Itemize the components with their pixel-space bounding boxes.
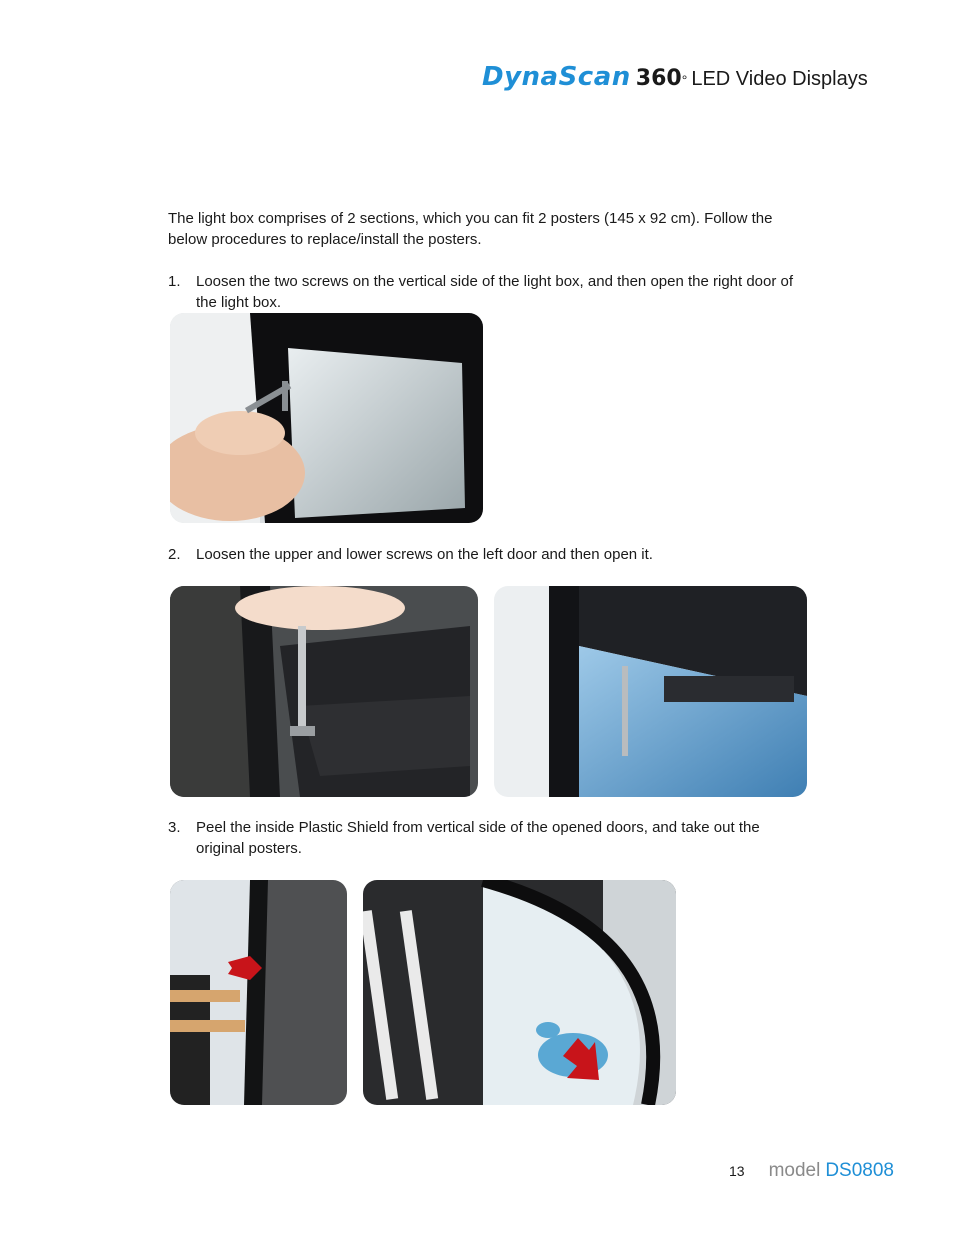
brand-logo xyxy=(482,62,868,92)
step-3 xyxy=(168,817,838,859)
page-number: 13 xyxy=(729,1163,745,1179)
photo-peel-shield-door xyxy=(170,880,347,1105)
page-footer xyxy=(729,1160,894,1182)
intro-line-1: The light box comprises of 2 sections, which you can fit 2 posters (145 x 92 cm). Follow the xyxy=(168,210,773,227)
intro-line-2: below procedures to replace/install the posters. xyxy=(168,231,482,248)
model-label: model xyxy=(768,1160,821,1181)
step-1-line-2: the light box. xyxy=(196,294,282,311)
photo-left-door-upper-screw xyxy=(170,586,478,797)
brand-number: 360 xyxy=(635,66,682,91)
photo-remove-poster xyxy=(363,880,676,1105)
step-1-line-1: Loosen the two screws on the vertical side of the light box, and then open the right door of xyxy=(196,273,794,290)
brand-name: DynaScan xyxy=(482,62,631,92)
step-3-number: 3. xyxy=(168,819,181,836)
step-2-number: 2. xyxy=(168,546,181,563)
intro-paragraph xyxy=(168,208,818,250)
step-3-line-1: Peel the inside Plastic Shield from vertical side of the opened doors, and take out the xyxy=(196,819,760,836)
step-2 xyxy=(168,544,838,565)
photo-left-door-lower-screw xyxy=(494,586,807,797)
photo-right-door-screw xyxy=(170,313,483,523)
step-1 xyxy=(168,271,838,313)
brand-tagline: LED Video Displays xyxy=(691,68,868,90)
step-3-line-2: original posters. xyxy=(196,840,302,857)
model-code: DS0808 xyxy=(825,1160,894,1181)
step-1-number: 1. xyxy=(168,273,181,290)
step-2-line-1: Loosen the upper and lower screws on the left door and then open it. xyxy=(196,546,653,563)
brand-degree: ° xyxy=(681,72,688,88)
